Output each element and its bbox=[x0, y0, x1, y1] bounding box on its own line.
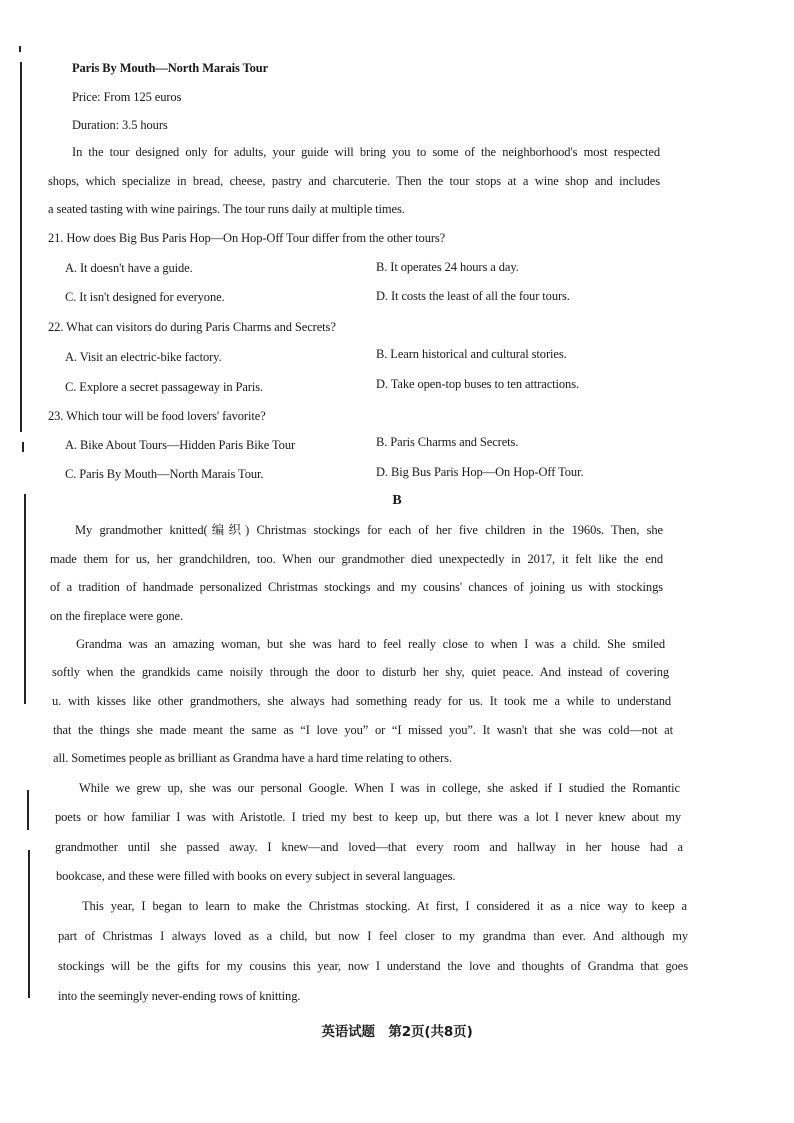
tour-title: Paris By Mouth—North Marais Tour bbox=[72, 61, 269, 75]
passage-line: on the fireplace were gone. bbox=[50, 609, 183, 623]
tour-desc-line: In the tour designed only for adults, your guide will bring you to some of the neighborhood's most respected bbox=[72, 145, 660, 159]
page-footer: 英语试题 第2页(共8页) bbox=[321, 1024, 473, 1040]
section-heading: B bbox=[392, 493, 402, 508]
passage-line: u. with kisses like other grandmothers, she always had something ready for us. It took me a while to understand bbox=[52, 694, 671, 708]
margin-mark bbox=[22, 442, 24, 452]
option-c: C. Explore a secret passageway in Paris. bbox=[65, 380, 264, 394]
passage-line: grandmother until she passed away. I knew—and loved—that every room and hallway in her house had a bbox=[55, 840, 683, 854]
passage-line: all. Sometimes people as brilliant as Grandma have a hard time relating to others. bbox=[53, 751, 452, 765]
passage-line: stockings will be the gifts for my cousins this year, now I understand the love and thoughts of Grandma that goes bbox=[58, 959, 688, 973]
option-d: D. Take open-top buses to ten attractions. bbox=[376, 377, 579, 391]
passage-line: While we grew up, she was our personal Google. When I was in college, she asked if I studied the Romantic bbox=[79, 781, 680, 795]
question-stem: 21. How does Big Bus Paris Hop—On Hop-Off Tour differ from the other tours? bbox=[48, 231, 446, 245]
passage-line: This year, I began to learn to make the Christmas stocking. At first, I considered it as a nice way to keep a bbox=[82, 899, 687, 913]
option-d: D. Big Bus Paris Hop—On Hop-Off Tour. bbox=[376, 465, 584, 479]
option-b: B. It operates 24 hours a day. bbox=[376, 260, 519, 274]
option-b: B. Learn historical and cultural stories. bbox=[376, 347, 567, 361]
margin-mark bbox=[28, 850, 30, 998]
passage-line: made them for us, her grandchildren, too. When our grandmother died unexpectedly in 2017, it felt like the end bbox=[50, 552, 663, 566]
passage-line: poets or how familiar I was with Aristotle. I tried my best to keep up, but there was a lot I never knew about my bbox=[55, 810, 681, 824]
option-a: A. Bike About Tours—Hidden Paris Bike Tour bbox=[65, 438, 296, 452]
option-c: C. It isn't designed for everyone. bbox=[65, 290, 225, 304]
passage-line: part of Christmas I always loved as a child, but now I feel closer to my grandma than ever. And although my bbox=[58, 929, 688, 943]
passage-line: that the things she made meant the same as “I love you” or “I missed you”. It wasn't that she was cold—not at bbox=[53, 723, 673, 737]
question-stem: 22. What can visitors do during Paris Charms and Secrets? bbox=[48, 320, 336, 334]
margin-mark bbox=[27, 790, 29, 830]
passage-line: Grandma was an amazing woman, but she was hard to feel really close to when I was a child. She smiled bbox=[76, 637, 665, 651]
margin-mark bbox=[20, 62, 22, 432]
tour-duration: Duration: 3.5 hours bbox=[72, 118, 168, 132]
passage-line: bookcase, and these were filled with books on every subject in several languages. bbox=[56, 869, 456, 883]
option-a: A. Visit an electric-bike factory. bbox=[65, 350, 222, 364]
question-stem: 23. Which tour will be food lovers' favorite? bbox=[48, 409, 266, 423]
option-b: B. Paris Charms and Secrets. bbox=[376, 435, 519, 449]
option-d: D. It costs the least of all the four tours. bbox=[376, 289, 570, 303]
passage-line: into the seemingly never-ending rows of knitting. bbox=[58, 989, 301, 1003]
option-a: A. It doesn't have a guide. bbox=[65, 261, 193, 275]
margin-mark bbox=[24, 494, 26, 704]
margin-mark bbox=[19, 46, 21, 52]
tour-price: Price: From 125 euros bbox=[72, 90, 182, 104]
passage-line: softly when the grandkids came noisily through the door to disturb her shy, quiet peace. And instead of covering bbox=[52, 665, 669, 679]
option-c: C. Paris By Mouth—North Marais Tour. bbox=[65, 467, 264, 481]
tour-desc-line: a seated tasting with wine pairings. The tour runs daily at multiple times. bbox=[48, 202, 405, 216]
passage-line: My grandmother knitted(编织) Christmas stockings for each of her five children in the 1960s. Then, she bbox=[75, 523, 663, 537]
passage-line: of a tradition of handmade personalized Christmas stockings and my cousins' chances of joining us with stockings bbox=[50, 580, 663, 594]
tour-desc-line: shops, which specialize in bread, cheese, pastry and charcuterie. Then the tour stops at a wine shop and includes bbox=[48, 174, 660, 188]
